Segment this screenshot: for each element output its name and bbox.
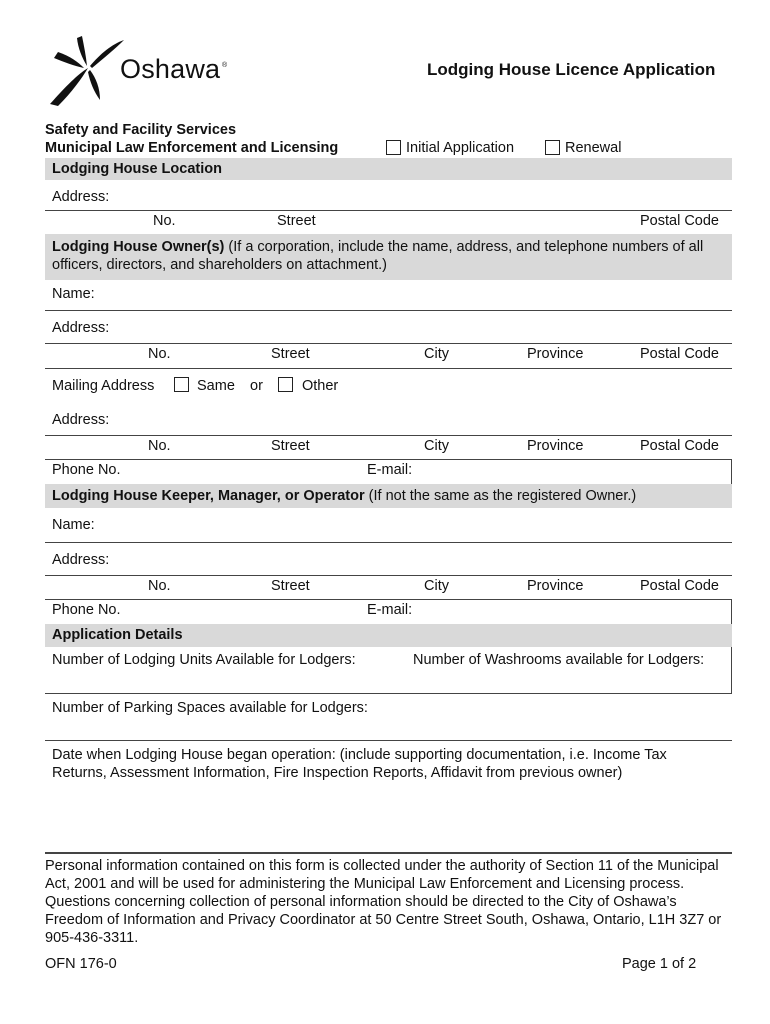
owner-header-bold: Lodging House Owner(s) <box>52 239 225 255</box>
owner-address-line[interactable] <box>45 343 732 344</box>
owner-header-text <box>52 238 724 274</box>
details-header-text: Application Details <box>52 627 183 643</box>
owner-header-note: (If a corporation, include the name, address, and telephone numbers of all officers, directors, and shareholders on attachment.) <box>52 239 704 273</box>
keeper-phone-right-border <box>731 599 732 624</box>
lodging-units-label: Number of Lodging Units Available for Lodgers: <box>52 652 356 668</box>
owner-name-line[interactable] <box>45 310 732 311</box>
renewal-checkbox[interactable] <box>545 140 560 155</box>
department-line2: Municipal Law Enforcement and Licensing <box>45 140 339 156</box>
owner-address-label: Address: <box>52 320 110 336</box>
logo-wordmark: Oshawa <box>120 54 221 84</box>
owner-section-header <box>45 234 732 280</box>
renewal-label: Renewal <box>565 140 622 156</box>
location-header-text: Lodging House Location <box>52 161 222 177</box>
mailing-same-label: Same <box>197 378 235 394</box>
keeper-section-header <box>45 484 732 508</box>
owner-postal2-label: Postal Code <box>640 438 719 454</box>
owner-address2-label: Address: <box>52 412 110 428</box>
keeper-address-label: Address: <box>52 552 110 568</box>
owner-province2-label: Province <box>527 438 584 454</box>
location-address-line[interactable] <box>45 210 732 211</box>
parking-line[interactable] <box>45 740 732 741</box>
keeper-email-label: E-mail: <box>367 602 413 618</box>
mailing-or-label: or <box>250 378 263 394</box>
keeper-header-note: (If not the same as the registered Owner.) <box>368 488 637 504</box>
logo-registered-mark: ® <box>222 62 228 69</box>
owner-name-label: Name: <box>52 286 95 302</box>
keeper-postal-label: Postal Code <box>640 578 719 594</box>
washrooms-label: Number of Washrooms available for Lodgers: <box>413 652 705 668</box>
keeper-header-text <box>52 488 636 504</box>
location-address-label: Address: <box>52 189 110 205</box>
owner-no2-label: No. <box>148 438 171 454</box>
initial-application-checkbox[interactable] <box>386 140 401 155</box>
oshawa-star-icon <box>44 34 126 106</box>
form-number: OFN 176-0 <box>45 956 117 972</box>
owner-street-label: Street <box>271 346 310 362</box>
mailing-other-label: Other <box>302 378 339 394</box>
location-street-label: Street <box>277 213 316 229</box>
location-postal-label: Postal Code <box>640 213 719 229</box>
owner-email-label: E-mail: <box>367 462 413 478</box>
mailing-other-checkbox[interactable] <box>278 377 293 392</box>
owner-postal-label: Postal Code <box>640 346 719 362</box>
mailing-same-checkbox[interactable] <box>174 377 189 392</box>
page-number: Page 1 of 2 <box>622 956 697 972</box>
owner-no-label: No. <box>148 346 171 362</box>
keeper-name-label: Name: <box>52 517 95 533</box>
owner-phone-top-line <box>45 459 732 460</box>
keeper-phone-label: Phone No. <box>52 602 121 618</box>
form-title: Lodging House Licence Application <box>427 60 716 79</box>
owner-divider <box>45 368 732 369</box>
keeper-header-bold: Lodging House Keeper, Manager, or Operator <box>52 488 365 504</box>
keeper-address-line[interactable] <box>45 575 732 576</box>
owner-province-label: Province <box>527 346 584 362</box>
owner-city-label: City <box>424 346 449 362</box>
owner-phone-right-border <box>731 459 732 484</box>
department-line1: Safety and Facility Services <box>45 122 237 138</box>
details-right-border <box>731 647 732 693</box>
owner-city2-label: City <box>424 438 449 454</box>
details-units-line[interactable] <box>45 693 732 694</box>
location-section-header <box>45 158 732 180</box>
keeper-no-label: No. <box>148 578 171 594</box>
details-section-header <box>45 624 732 647</box>
keeper-name-line[interactable] <box>45 542 732 543</box>
owner-phone-label: Phone No. <box>52 462 121 478</box>
parking-spaces-label: Number of Parking Spaces available for Lodgers: <box>52 700 368 716</box>
privacy-notice: Personal information contained on this form is collected under the authority of Section 11 of the Municipal Act, 2001 and will be used for administering the Municipal Law Enforcement and Licensing process. Questions concerning collection of personal information should be directed to the City of Oshawa’s Freedom of Information and Privacy Coordinator at 50 Centre Street South, Oshawa, Ontario, L1H 3Z7 or 905-436-3311. <box>45 858 722 946</box>
privacy-divider <box>45 852 732 854</box>
keeper-city-label: City <box>424 578 449 594</box>
owner-address2-line[interactable] <box>45 435 732 436</box>
keeper-street-label: Street <box>271 578 310 594</box>
operation-date-label: Date when Lodging House began operation: (include supporting documentation, i.e. Income Tax Returns, Assessment Information, Fire Inspection Reports, Affidavit from previous owner) <box>52 747 667 781</box>
initial-application-label: Initial Application <box>406 140 515 156</box>
location-no-label: No. <box>153 213 176 229</box>
keeper-province-label: Province <box>527 578 584 594</box>
mailing-address-label: Mailing Address <box>52 378 155 394</box>
owner-street2-label: Street <box>271 438 310 454</box>
keeper-phone-top-line <box>45 599 732 600</box>
